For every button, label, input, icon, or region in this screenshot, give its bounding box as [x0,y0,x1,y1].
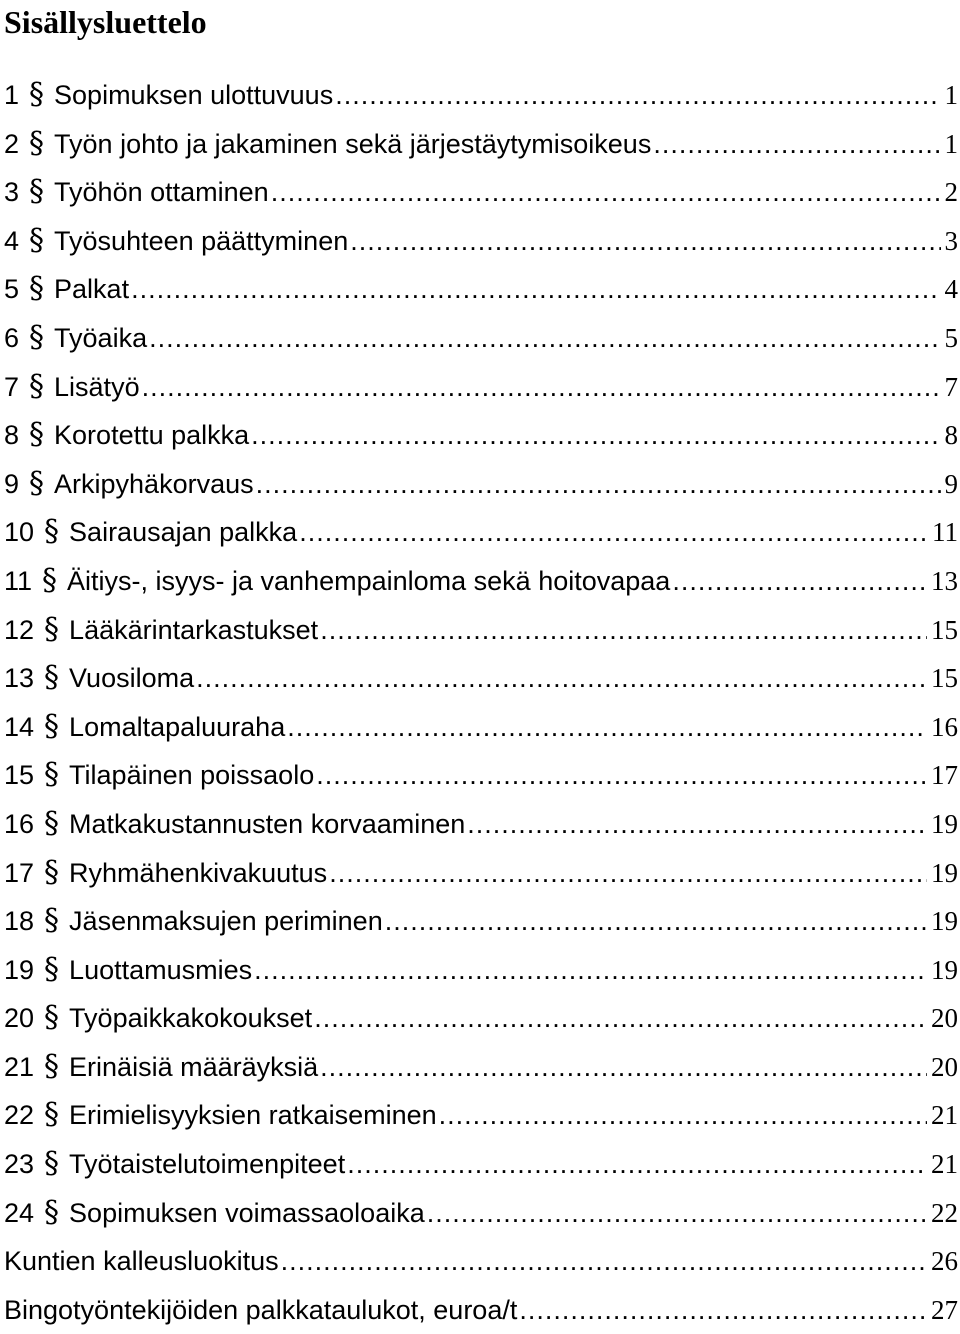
toc-entry-label: Lomaltapaluuraha [69,711,286,742]
dot-leader [271,168,941,217]
toc-entry-number: 8 [4,420,20,451]
toc-entry-number: 4 [4,225,20,256]
toc-entry-label: Kuntien kalleusluokitus [4,1246,279,1277]
toc-entry-number: 1 [4,80,20,110]
toc-entry-label: Työn johto ja jakaminen sekä järjestäytymisoikeus [54,128,652,159]
toc-entry-label: Erimielisyyksien ratkaiseminen [69,1100,437,1131]
toc-entry-page: 2 [944,177,958,208]
toc-entry-15[interactable] [0,751,960,800]
toc-entry-number: 15 [4,760,35,791]
dot-leader [314,994,927,1043]
toc-entry-label: Työaika [54,322,148,353]
toc-entry-6[interactable] [0,314,960,363]
toc-entry-14[interactable] [0,703,960,752]
section-sign-icon: § [44,951,60,987]
toc-entry-number: 10 [4,517,35,548]
toc-entry-label: Erinäisiä määräyksiä [69,1051,319,1082]
toc-entry-page: 19 [931,954,958,985]
section-sign-icon: § [44,1048,60,1084]
toc-entry-12[interactable] [0,606,960,655]
dot-leader [251,411,940,460]
section-sign-icon: § [42,562,58,598]
dot-leader [335,71,940,120]
toc-entry-label: Luottamusmies [69,954,253,985]
section-sign-icon: § [29,174,45,210]
toc-entry-3[interactable] [0,168,960,217]
toc-entry-label: Työpaikkakokoukset [69,1003,313,1034]
toc-entry-18[interactable] [0,897,960,946]
section-sign-icon: § [44,1097,60,1133]
toc-entry-page: 20 [931,1003,958,1034]
toc-entry-13[interactable] [0,654,960,703]
toc-entry-page: 19 [931,808,958,839]
toc-entry-number: 14 [4,711,35,742]
toc-entry-20[interactable] [0,994,960,1043]
toc-entry-number: 24 [4,1197,35,1228]
dot-leader [131,265,940,314]
toc-entry-number: 12 [4,614,35,645]
dot-leader [142,363,941,412]
dot-leader [256,460,941,509]
dot-leader [347,1140,927,1189]
toc-entry-page: 27 [931,1294,958,1325]
dot-leader [519,1286,927,1334]
toc-entry-label: Tilapäinen poissaolo [69,760,315,791]
toc-entry-label: Sairausajan palkka [69,517,298,548]
dot-leader [329,849,927,898]
toc-entry-page: 22 [931,1197,958,1228]
toc-entry-label: Työhön ottaminen [54,177,269,208]
section-sign-icon: § [29,368,45,404]
dot-leader [149,314,940,363]
toc-entry-number: 22 [4,1100,35,1131]
toc-entry-label: Sopimuksen ulottuvuus [54,80,334,110]
toc-entry-page: 17 [931,760,958,791]
toc-entry-page: 26 [931,1246,958,1277]
toc-entry-number: 2 [4,128,20,159]
toc-entry-4[interactable] [0,217,960,266]
toc-entry-number: 17 [4,857,35,888]
dot-leader [467,800,927,849]
toc-entry-label: Bingotyöntekijöiden palkkataulukot, euroa/t [4,1294,518,1325]
dot-leader [299,508,928,557]
toc-entry-5[interactable] [0,265,960,314]
toc-entry-26[interactable] [0,1286,960,1334]
toc-entry-number: 23 [4,1149,35,1180]
toc-entry-label: Sopimuksen voimassaoloaika [69,1197,425,1228]
toc-entry-label: Ryhmähenkivakuutus [69,857,328,888]
toc-entry-number: 9 [4,468,20,499]
toc-entry-label: Lääkärintarkastukset [69,614,319,645]
section-sign-icon: § [44,1194,60,1230]
section-sign-icon: § [44,660,60,696]
dot-leader [316,751,927,800]
toc-entry-10[interactable] [0,508,960,557]
section-sign-icon: § [44,757,60,793]
dot-leader [439,1091,927,1140]
toc-entry-24[interactable] [0,1189,960,1238]
toc-entry-page: 7 [944,371,958,402]
section-sign-icon: § [29,319,45,355]
toc-list [0,71,960,1334]
toc-entry-label: Äitiys-, isyys- ja vanhempainloma sekä hoitovapaa [67,565,671,596]
toc-entry-label: Palkat [54,274,130,305]
toc-entry-page: 15 [931,663,958,694]
section-sign-icon: § [29,271,45,307]
toc-entry-11[interactable] [0,557,960,606]
toc-entry-9[interactable] [0,460,960,509]
toc-entry-label: Lisätyö [54,371,140,402]
toc-entry-number: 6 [4,322,20,353]
toc-entry-label: Korotettu palkka [54,420,250,451]
section-sign-icon: § [44,1146,60,1182]
toc-entry-page: 5 [944,322,958,353]
dot-leader [385,897,927,946]
toc-entry-page: 9 [944,468,958,499]
section-sign-icon: § [44,611,60,647]
toc-entry-page: 15 [931,614,958,645]
dot-leader [320,1043,927,1092]
dot-leader [196,654,927,703]
toc-entry-page: 8 [944,420,958,451]
dot-leader [672,557,927,606]
toc-entry-25[interactable] [0,1237,960,1286]
toc-entry-label: Työtaistelutoimenpiteet [69,1149,346,1180]
toc-entry-page: 13 [931,565,958,596]
dot-leader [350,217,940,266]
section-sign-icon: § [44,514,60,550]
dot-leader [653,120,940,169]
toc-entry-page: 21 [931,1149,958,1180]
toc-entry-number: 13 [4,663,35,694]
toc-entry-label: Vuosiloma [69,663,195,694]
toc-entry-label: Työsuhteen päättyminen [54,225,349,256]
toc-entry-23[interactable] [0,1140,960,1189]
section-sign-icon: § [29,77,45,112]
dot-leader [281,1237,927,1286]
toc-entry-2[interactable] [0,120,960,169]
toc-entry-page: 3 [944,225,958,256]
toc-entry-number: 19 [4,954,35,985]
toc-entry-1[interactable] [0,71,960,120]
toc-entry-number: 11 [4,565,33,596]
toc-title: Sisällysluettelo [4,4,207,40]
toc-entry-number: 18 [4,906,35,937]
toc-entry-page: 19 [931,906,958,937]
section-sign-icon: § [44,708,60,744]
section-sign-icon: § [44,903,60,939]
toc-entry-22[interactable] [0,1091,960,1140]
dot-leader [254,946,927,995]
toc-entry-label: Matkakustannusten korvaaminen [69,808,466,839]
toc-entry-label: Jäsenmaksujen periminen [69,906,383,937]
toc-entry-21[interactable] [0,1043,960,1092]
section-sign-icon: § [29,222,45,258]
toc-entry-page: 11 [932,517,958,548]
section-sign-icon: § [29,417,45,453]
section-sign-icon: § [44,854,60,890]
toc-entry-page: 21 [931,1100,958,1131]
toc-entry-8[interactable] [0,411,960,460]
toc-entry-number: 16 [4,808,35,839]
toc-entry-number: 5 [4,274,20,305]
section-sign-icon: § [44,805,60,841]
toc-entry-19[interactable] [0,946,960,995]
toc-entry-number: 21 [4,1051,35,1082]
toc-entry-17[interactable] [0,849,960,898]
toc-entry-page: 1 [944,80,958,110]
toc-entry-7[interactable] [0,363,960,412]
section-sign-icon: § [29,465,45,501]
dot-leader [320,606,927,655]
toc-entry-label: Arkipyhäkorvaus [54,468,254,499]
toc-entry-page: 19 [931,857,958,888]
toc-entry-page: 4 [944,274,958,305]
section-sign-icon: § [44,1000,60,1036]
toc-entry-page: 16 [931,711,958,742]
dot-leader [427,1189,927,1238]
toc-entry-page: 1 [944,128,958,159]
toc-entry-number: 3 [4,177,20,208]
section-sign-icon: § [29,125,45,161]
toc-entry-16[interactable] [0,800,960,849]
toc-entry-page: 20 [931,1051,958,1082]
toc-entry-number: 7 [4,371,20,402]
dot-leader [287,703,927,752]
toc-entry-number: 20 [4,1003,35,1034]
